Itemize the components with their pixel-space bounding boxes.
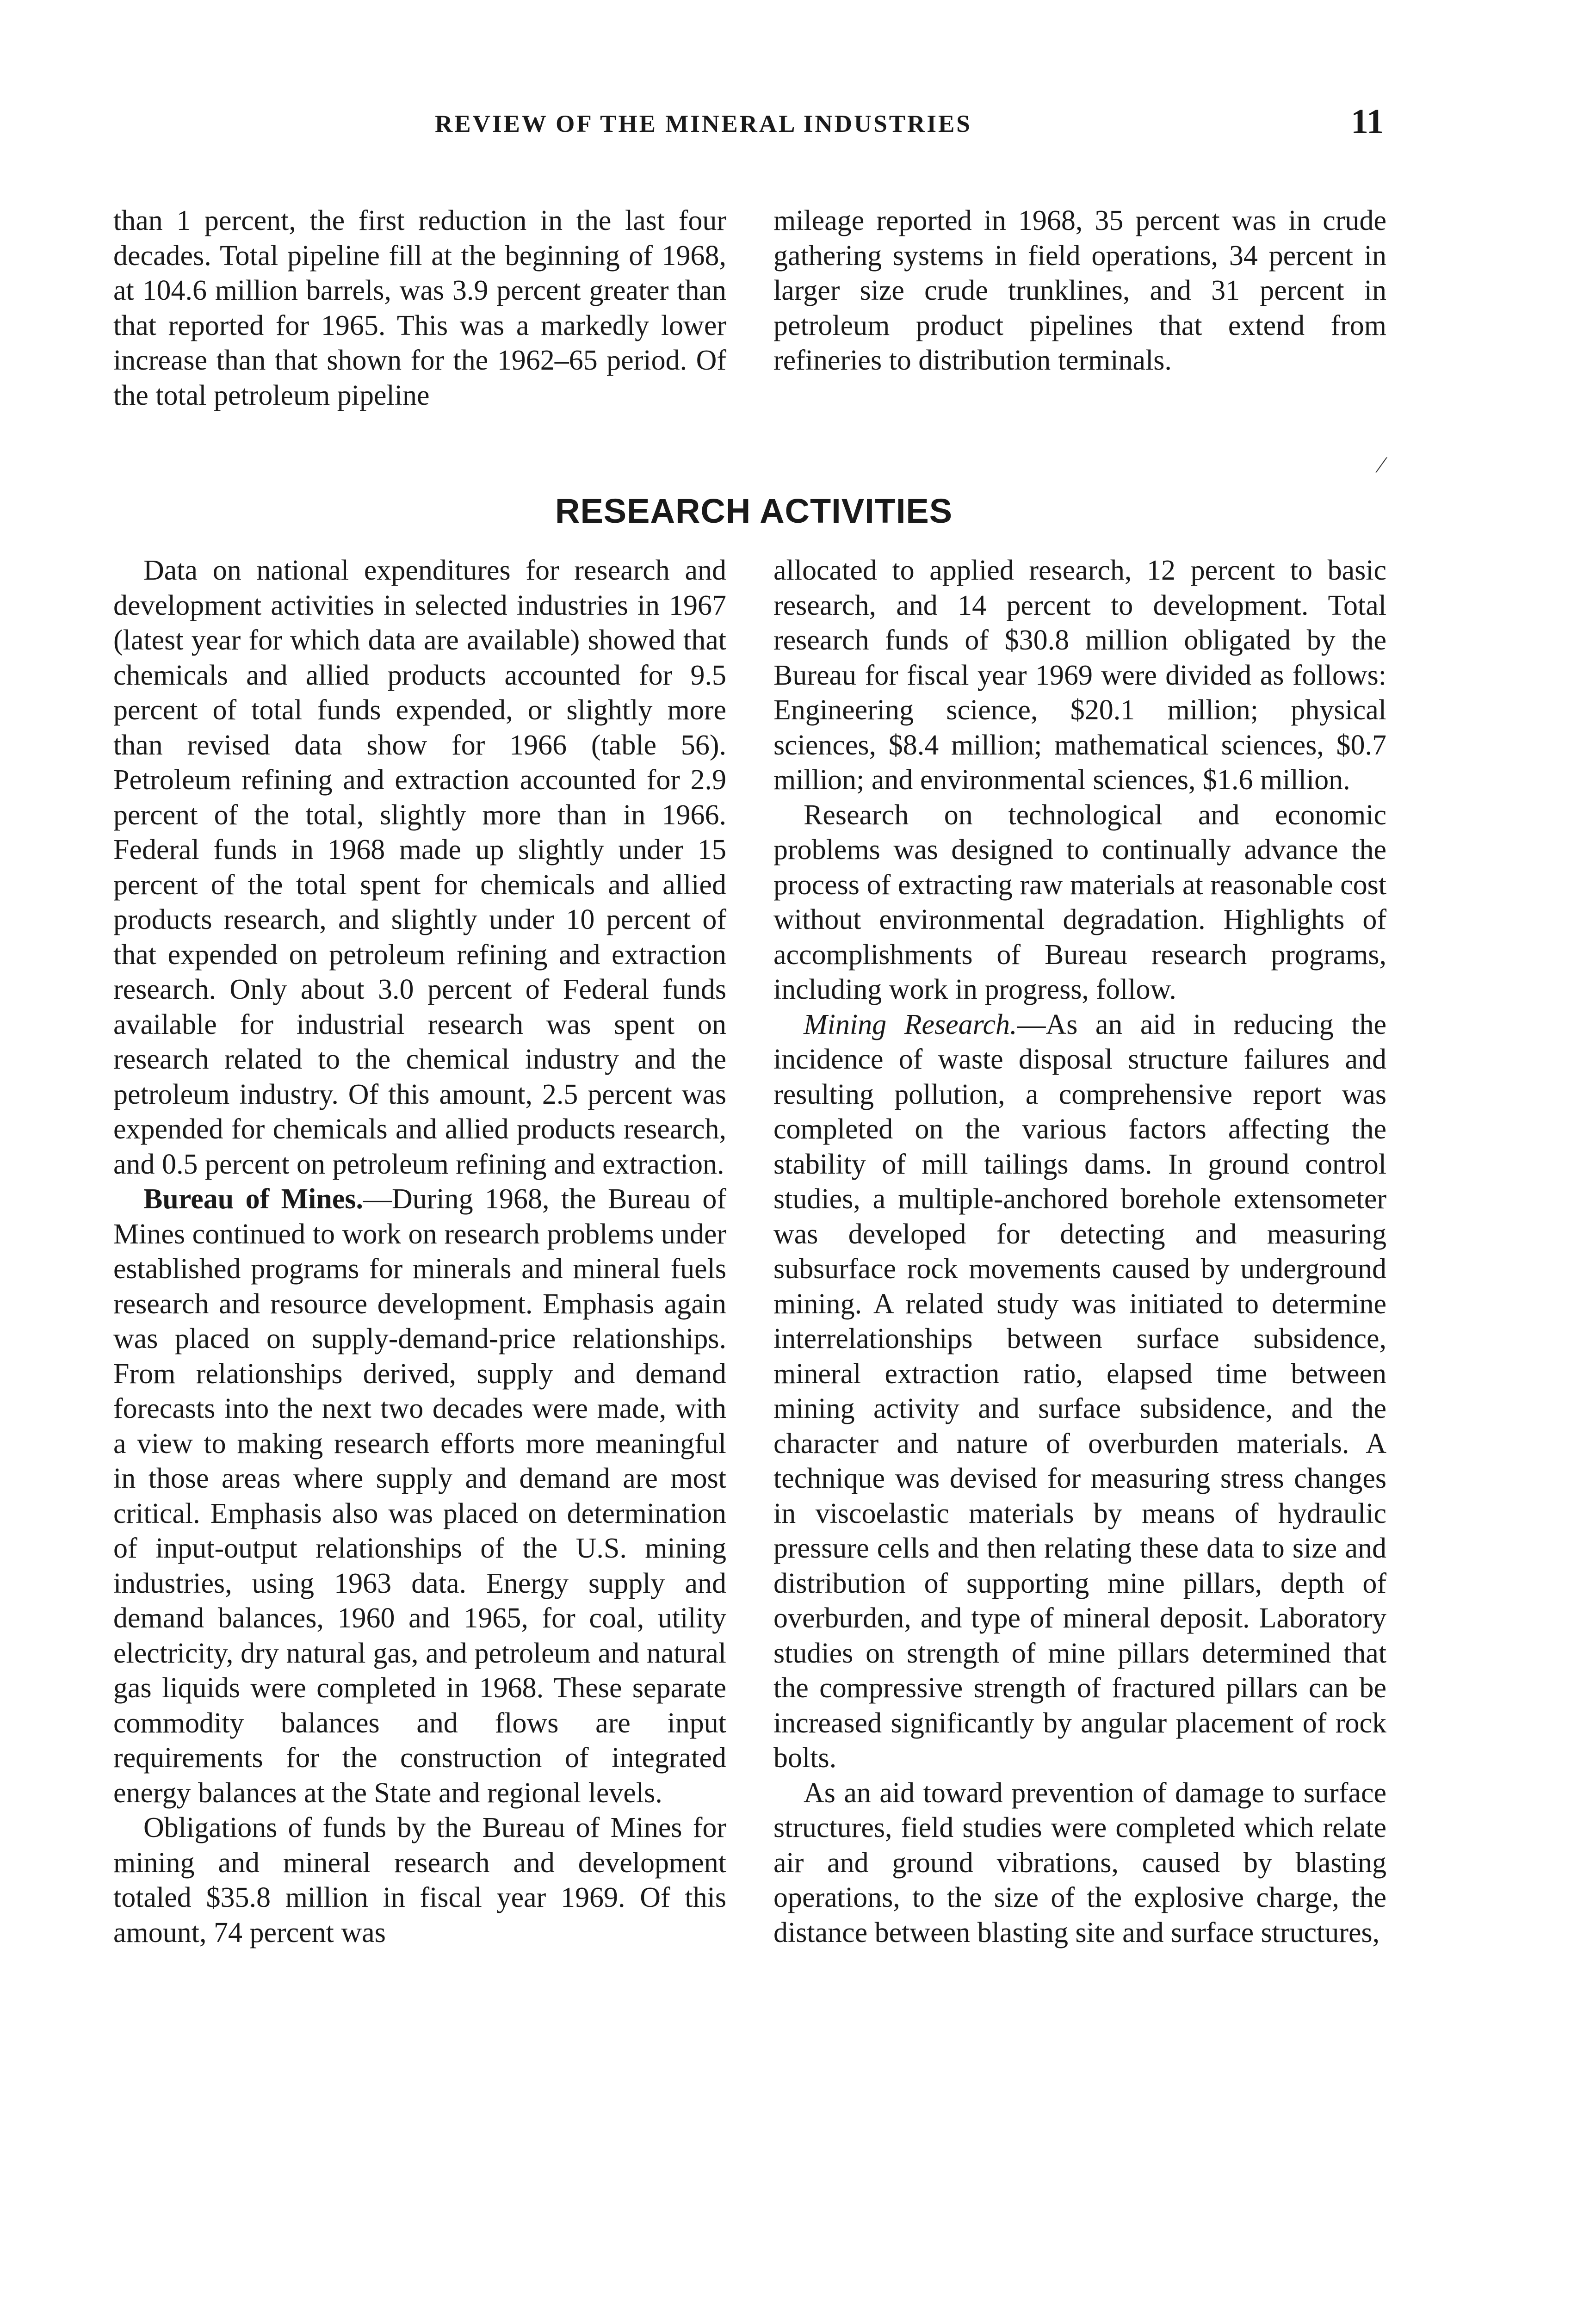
running-header: REVIEW OF THE MINERAL INDUSTRIES (435, 111, 972, 137)
runin-heading-bureau-of-mines: Bureau of Mines. (143, 1183, 363, 1215)
research-paragraph-national-expenditures: Data on national expenditures for research and development activities in selected industries in 1967 (latest year for which data are available) showed that chemicals and allied products accounted for 9.5 percent of total funds expended, or slightly more than revised data show for 1966 (table 56). Petroleum refining and extraction accounted for 2.9 percent of the total, slightly more than in 1966. Federal funds in 1968 made up slightly under 15 percent of the total spent for chemicals and allied products research, and slightly under 10 percent of that expended on petroleum refining and extraction research. Only about 3.0 percent of Federal funds available for industrial research was spent on research related to the chemical industry and the petroleum industry. Of this amount, 2.5 percent was expended for chemicals and allied products research, and 0.5 percent on petroleum refining and extraction. (113, 555, 726, 1180)
stray-pen-mark: ⁄ (1379, 451, 1384, 477)
research-paragraph-allocation: allocated to applied research, 12 percent to basic research, and 14 percent to development. Total research funds of $30.8 million obligated by the Bureau for fiscal year 1969 were divided as follows: Engineering science, $20.1 million; physical sciences, $8.4 million; mathematical sciences, $0.7 million; and environmental sciences, $1.6 million. (773, 555, 1386, 796)
intro-right-paragraph: mileage reported in 1968, 35 percent was in crude gathering systems in field operations, 34 percent in larger size crude trunklines, and 31 percent in petroleum product pipelines that extend from refineries to distribution terminals. (773, 205, 1386, 376)
section-heading: RESEARCH ACTIVITIES (555, 492, 953, 530)
runin-heading-mining-research: Mining Research. (804, 1008, 1017, 1040)
research-right-column (773, 553, 1386, 1950)
research-paragraph-bureau-of-mines (113, 1182, 726, 1811)
research-paragraph-surface-structures: As an aid toward prevention of damage to surface structures, field studies were completed which relate air and ground vibrations, caused by blasting operations, to the size of the explosive charge, the distance between blasting site and surface structures, (773, 1777, 1386, 1948)
paragraph-body: —During 1968, the Bureau of Mines continued to work on research problems under established programs for minerals and mineral fuels research and resource development. Emphasis again was placed on supply-demand-price relationships. From relationships derived, supply and demand forecasts into the next two decades were made, with a view to making research efforts more meaningful in those areas where supply and demand are most critical. Emphasis also was placed on determination of input-output relationships of the U.S. mining industries, using 1963 data. Energy supply and demand balances, 1960 and 1965, for coal, utility electricity, dry natural gas, and petroleum and natural gas liquids were completed in 1968. These separate commodity balances and flows are input requirements for the construction of integrated energy balances at the State and regional levels. (113, 1183, 726, 1809)
page-number: 11 (1351, 102, 1384, 141)
research-paragraph-mining-research (773, 1008, 1386, 1776)
paragraph-body: —As an aid in reducing the incidence of waste disposal structure failures and resulting pollution, a comprehensive report was completed on the various factors affecting the stability of mill tailings dams. In ground control studies, a multiple-anchored borehole extensometer was developed for detecting and measuring subsurface rock movements caused by underground mining. A related study was initiated to determine interrelationships between surface subsidence, mineral extraction ratio, elapsed time between mining activity and surface subsidence, and the character and nature of overburden materials. A technique was devised for measuring stress changes in viscoelastic materials by means of hydraulic pressure cells and then relating these data to size and distribution of supporting mine pillars, depth of overburden, and type of mineral deposit. Laboratory studies on strength of mine pillars determined that the compressive strength of fractured pillars can be increased significantly by angular placement of rock bolts. (773, 1008, 1387, 1774)
research-paragraph-technological-problems: Research on technological and economic problems was designed to continually advance the process of extracting raw materials at reasonable cost without environmental degradation. Highlights of accomplishments of Bureau research programs, including work in progress, follow. (773, 799, 1386, 1005)
intro-left-paragraph: than 1 percent, the first reduction in the last four decades. Total pipeline fill at the beginning of 1968, at 104.6 million barrels, was 3.9 percent greater than that reported for 1965. This was a markedly lower increase than that shown for the 1962–65 period. Of the total petroleum pipeline (113, 205, 726, 411)
intro-right-column (773, 204, 1386, 378)
research-paragraph-obligations: Obligations of funds by the Bureau of Mines for mining and mineral research and development totaled $35.8 million in fiscal year 1969. Of this amount, 74 percent was (113, 1812, 726, 1948)
research-left-column (113, 553, 726, 1950)
intro-left-column (113, 204, 726, 413)
